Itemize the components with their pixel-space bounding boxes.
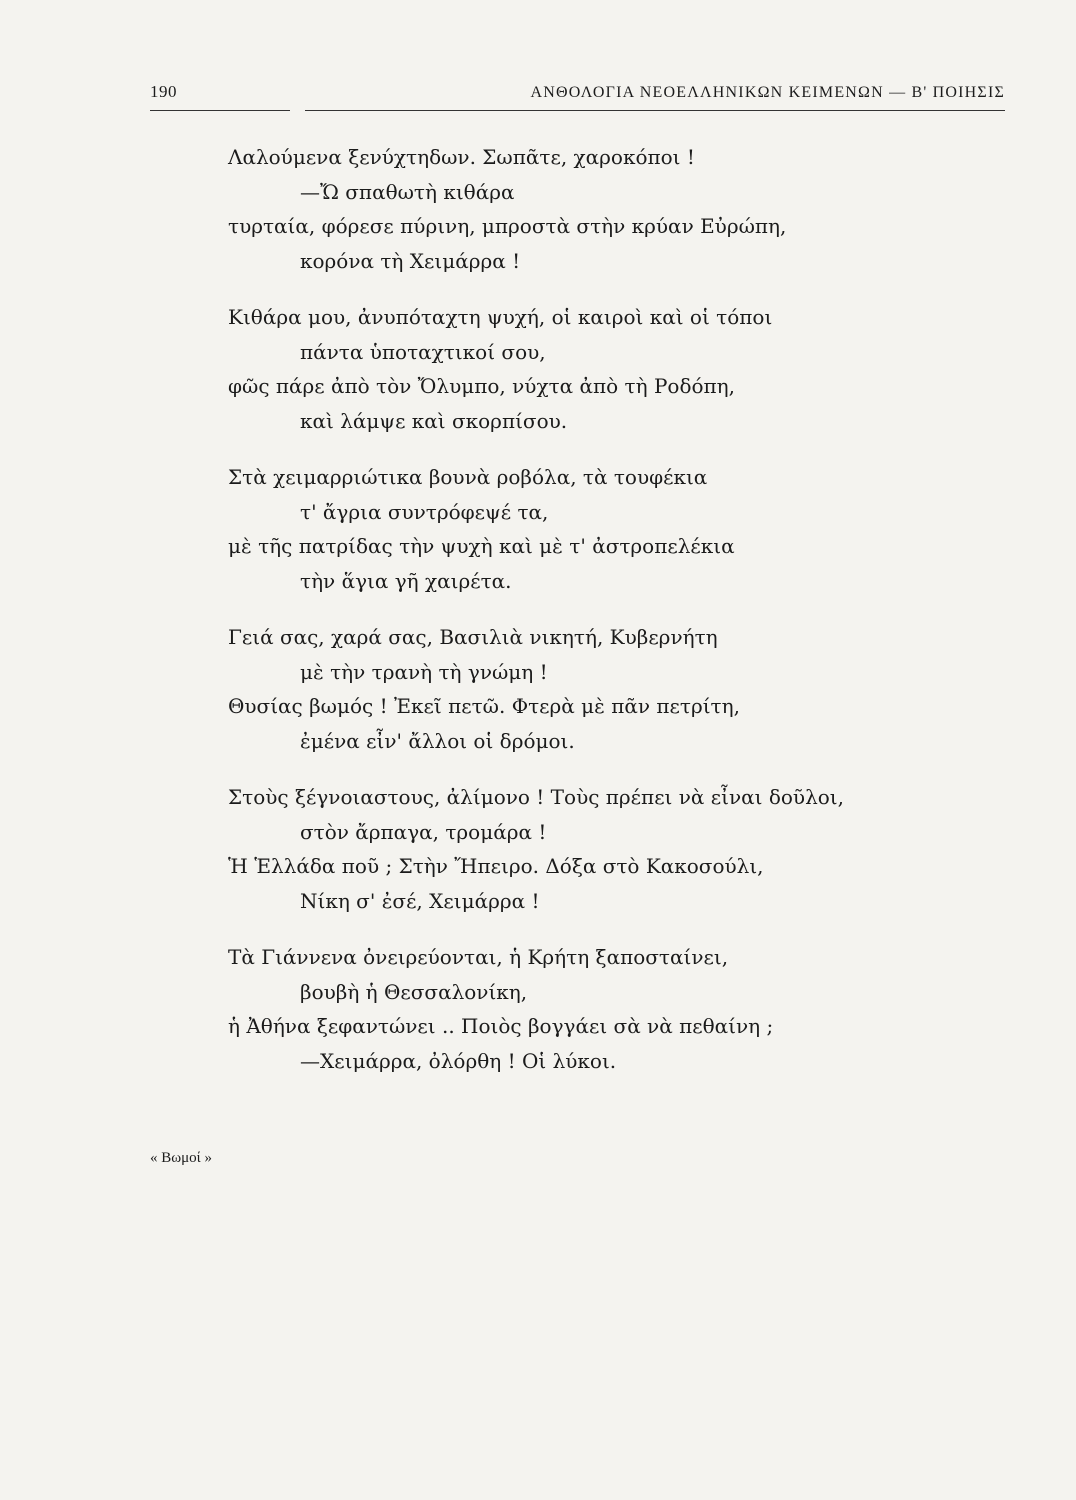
poem-line: μὲ τῆς πατρίδας τὴν ψυχὴ καὶ μὲ τ' ἀστροπελέκια bbox=[228, 534, 735, 558]
poem-line: Θυσίας βωμός ! Ἐκεῖ πετῶ. Φτερὰ μὲ πᾶν πετρίτη, bbox=[228, 694, 740, 718]
poem-line: Γειά σας, χαρά σας, Βασιλιὰ νικητή, Κυβερνήτη bbox=[228, 625, 718, 649]
poem-line: τὴν ἅγια γῆ χαιρέτα. bbox=[300, 568, 512, 593]
poem-line: Λαλούμενα ξενύχτηδων. Σωπᾶτε, χαροκόποι ! bbox=[228, 145, 695, 169]
poem-line: βουβὴ ἡ Θεσσαλονίκη, bbox=[300, 979, 528, 1004]
poem-line: τυρταία, φόρεσε πύρινη, μπροστὰ στὴν κρύαν Εὐρώπη, bbox=[228, 214, 787, 238]
stanza bbox=[228, 460, 988, 598]
poem-line: Νίκη σ' ἐσέ, Χειμάρρα ! bbox=[300, 888, 540, 913]
stanza bbox=[228, 140, 988, 278]
poem-line: Τὰ Γιάννενα ὀνειρεύονται, ἡ Κρήτη ξαποσταίνει, bbox=[228, 945, 729, 969]
page-number: 190 bbox=[150, 82, 177, 101]
poem-line: πάντα ὑποταχτικοί σου, bbox=[300, 339, 546, 364]
running-title: ΑΝΘΟΛΟΓΙΑ ΝΕΟΕΛΛΗΝΙΚΩΝ ΚΕΙΜΕΝΩΝ — Β' ΠΟΙΗΣΙΣ bbox=[530, 84, 1005, 101]
poem-line: καὶ λάμψε καὶ σκορπίσου. bbox=[300, 408, 568, 433]
poem-line: ἐμένα εἶν' ἄλλοι οἱ δρόμοι. bbox=[300, 728, 575, 753]
poem-line: Στοὺς ξέγνοιαστους, ἀλίμονο ! Τοὺς πρέπει νὰ εἶναι δοῦλοι, bbox=[228, 785, 844, 809]
stanza bbox=[228, 300, 988, 438]
poem-line: Ἡ Ἑλλάδα ποῦ ; Στὴν Ἤπειρο. Δόξα στὸ Κακοσούλι, bbox=[228, 854, 764, 878]
poem-line: Κιθάρα μου, ἀνυπόταχτη ψυχή, οἱ καιροὶ καὶ οἱ τόποι bbox=[228, 305, 773, 329]
header-rule-left bbox=[150, 110, 290, 111]
poem-line: Στὰ χειμαρριώτικα βουνὰ ροβόλα, τὰ τουφέκια bbox=[228, 465, 708, 489]
poem-line: στὸν ἄρπαγα, τρομάρα ! bbox=[300, 819, 547, 844]
poem-line: κορόνα τὴ Χειμάρρα ! bbox=[300, 248, 521, 273]
poem-line: μὲ τὴν τρανὴ τὴ γνώμη ! bbox=[300, 659, 548, 684]
poem-line: —Ὤ σπαθωτὴ κιθάρα bbox=[300, 179, 515, 204]
poem-line: τ' ἄγρια συντρόφεψέ τα, bbox=[300, 499, 549, 524]
header-rule-right bbox=[305, 110, 1005, 111]
stanza bbox=[228, 940, 988, 1078]
poem-line: ἡ Ἀθήνα ξεφαντώνει .. Ποιὸς βογγάει σὰ νὰ πεθαίνη ; bbox=[228, 1014, 774, 1038]
poem-body bbox=[228, 140, 988, 1100]
source-citation: « Βωμοί » bbox=[150, 1150, 212, 1166]
poem-line: —Χειμάρρα, ὀλόρθη ! Οἱ λύκοι. bbox=[300, 1048, 617, 1073]
page-header bbox=[150, 78, 1005, 118]
poem-line: φῶς πάρε ἀπὸ τὸν Ὄλυμπο, νύχτα ἀπὸ τὴ Ροδόπη, bbox=[228, 374, 736, 398]
stanza bbox=[228, 620, 988, 758]
stanza bbox=[228, 780, 988, 918]
